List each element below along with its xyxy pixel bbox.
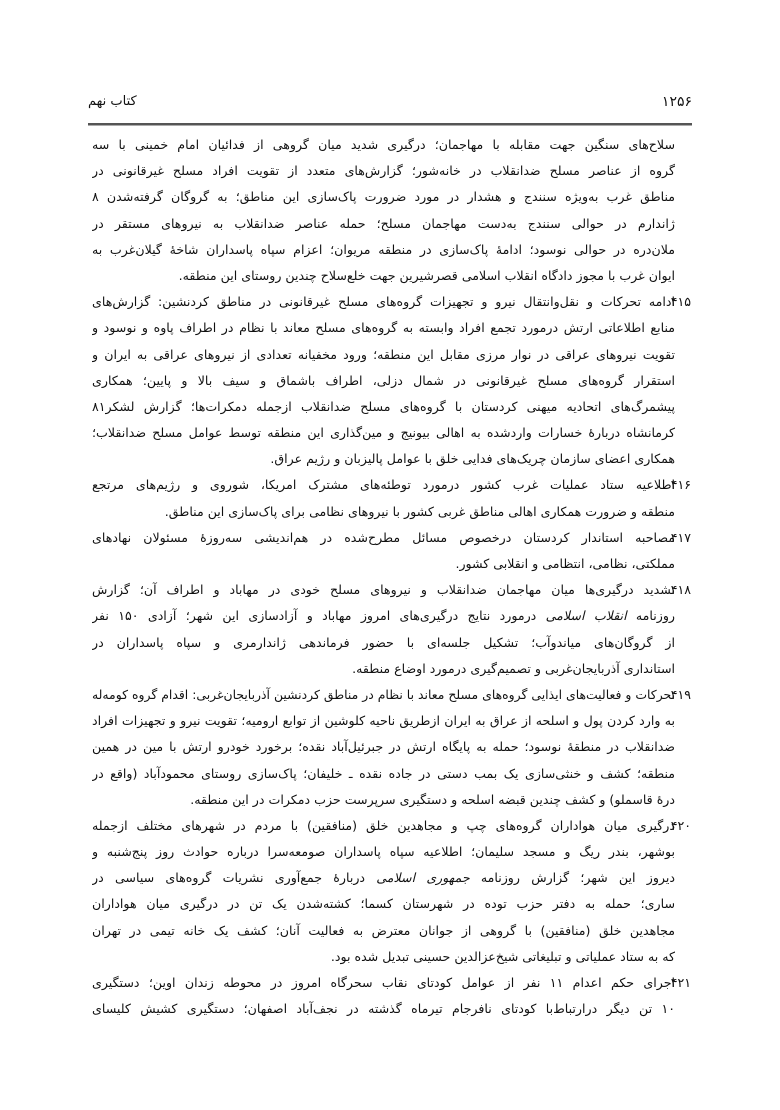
- text-line: [92, 158, 691, 184]
- text-segment: تحرکات و فعالیت‌های ایذایی گروه‌های مسلح معاند با نظام در مناطق کردنشین آذربایجان‌غربی: اقدام گروه کومه‌له: [92, 686, 675, 702]
- entry-number: ۴۱۵: [670, 294, 691, 310]
- line-text: [92, 158, 675, 184]
- line-text: [92, 944, 675, 970]
- text-line: [92, 708, 691, 734]
- text-segment: کرمانشاه دربارهٔ خسارات واردشده به اهالی بیونیج و مین‌گذاری این منطقه توسط عوامل مسلح ضدانقلاب؛: [92, 425, 675, 441]
- line-text: [92, 394, 675, 420]
- text-line: [92, 682, 691, 708]
- line-text: [92, 630, 675, 656]
- line-text: [92, 996, 675, 1022]
- text-segment: سلاح‌های سنگین جهت مقابله با مهاجمان؛ درگیری شدید میان گروهی از فدائیان امام خمینی با سه: [92, 137, 675, 152]
- text-segment: مملکتی، نظامی، انتظامی و انقلابی کشور.: [455, 556, 675, 571]
- text-segment: که به ستاد عملیاتی و تبلیغاتی شیخ‌عزالدین حسینی تبدیل شده بود.: [330, 948, 675, 964]
- header-rule: [88, 123, 692, 126]
- line-text: [92, 865, 675, 891]
- text-line: [92, 996, 691, 1022]
- text-line: [92, 761, 691, 787]
- text-line: [92, 237, 691, 263]
- text-line: [92, 656, 691, 682]
- italic-title: جمهوری اسلامی: [376, 870, 470, 886]
- running-title: کتاب نهم: [88, 94, 137, 109]
- text-line: [92, 865, 691, 891]
- text-segment: مجاهدین خلق (منافقین) با گروهی از جوانان معترض به فعالیت آنان؛ کشف یک خانه تیمی در تهران: [92, 922, 675, 938]
- entry-number: ۴۲۰: [670, 817, 691, 833]
- line-text: [92, 263, 675, 289]
- line-text: [92, 315, 675, 341]
- text-segment: از گروگان‌های مياندوآب؛ تشکیل جلسه‌ای با حضور فرماندهی ژاندارمری و سپاه پاسداران در: [92, 634, 675, 650]
- line-text: [92, 708, 675, 734]
- line-text: [92, 918, 675, 944]
- text-line: [92, 184, 691, 210]
- text-segment: منطقه؛ کشف و خنثی‌سازی یک بمب دستی در جاده نقده ـ خلیفان؛ پاک‌سازی روستای محمودآباد (واقع در: [92, 765, 675, 781]
- text-segment: استانداری آذربایجان‌غربی و تصمیم‌گیری درمورد اوضاع منطقه.: [352, 660, 675, 676]
- page-number: ۱۲۵۶: [661, 94, 692, 110]
- line-text: [92, 603, 675, 629]
- line-text: [92, 237, 675, 263]
- text-line: [92, 472, 691, 498]
- text-line: [92, 551, 691, 577]
- text-segment: همکاری اعضای سازمان چریک‌های فدایی خلق با عوامل پالیزبان و رژیم عراق.: [270, 451, 675, 467]
- line-text: [92, 787, 675, 813]
- text-line: [92, 368, 691, 394]
- line-text: [92, 891, 675, 917]
- text-line: [92, 289, 691, 315]
- text-segment: ایوان غرب با مجوز دادگاه انقلاب اسلامی قصرشیرین جهت خلع‌سلاح چندین روستای این منطقه.: [178, 267, 675, 283]
- text-segment: مصاحبه استاندار کردستان درخصوص مسائل مطرح‌شده در هم‌اندیشی سه‌روزهٔ مسئولان نهادهای: [92, 529, 675, 545]
- text-segment: اجرای حکم اعدام ۱۱ نفر از عوامل کودتای نقاب سحرگاه امروز در محوطه زندان اوین؛ دستگیری: [92, 975, 675, 990]
- text-segment: ملان‌دره در حوالی نوسود؛ ادامهٔ پاک‌سازی در منطقه مریوان؛ اعزام سپاه پاسداران شاخهٔ گیلان‌غرب به: [92, 241, 675, 257]
- text-segment: منطقه و ضرورت همکاری اهالی مناطق غربی کشور با نیروهای نظامی برای پاک‌سازی این مناطق.: [164, 503, 675, 519]
- text-segment: تقویت نیروهای عراقی در نوار مرزی مقابل این منطقه؛ ورود مخفیانه تعدادی از نیروهای عراقی به ایران و: [92, 346, 675, 362]
- entry-number: ۴۲۱: [670, 975, 691, 990]
- line-text: [92, 551, 675, 577]
- entry-number: ۴۱۸: [670, 582, 691, 598]
- text-segment: ۱۰ تن دیگر درارتباط‌با کودتای نافرجام تیرماه گذشته در نجف‌آباد اصفهان؛ دستگیری کشیش کلیسای: [92, 1001, 675, 1017]
- text-segment: ادامه تحرکات و نقل‌وانتقال نیرو و تجهیزات گروه‌های مسلح غیرقانونی در مناطق کردنشین: گزارش‌های: [92, 294, 675, 310]
- text-segment: اطلاعیه ستاد عملیات غرب کشور درمورد توطئه‌های مشترک امریکا، شوروی و رژیم‌های مرتجع: [92, 477, 675, 493]
- text-segment: ضدانقلاب در منطقهٔ نوسود؛ حمله به پایگاه ارتش در جبرئیل‌آباد نقده؛ برخورد خودرو ارتش با مین در همین: [92, 739, 675, 755]
- text-line: [92, 446, 691, 472]
- text-segment: پیشمرگ‌های اتحادیه میهنی کردستان با گروه‌های مسلح ضدانقلاب ازجمله دمکرات‌ها؛ گزارش لشکر۸۱: [92, 398, 675, 414]
- text-line: [92, 420, 691, 446]
- text-line: [92, 839, 691, 865]
- text-line: [92, 630, 691, 656]
- text-segment: درگیری میان هواداران گروه‌های چپ و مجاهدین خلق (منافقین) با مردم در شهرهای مختلف ازجمله: [92, 817, 675, 833]
- line-text: [92, 499, 675, 525]
- text-segment: مناطق غرب به‌ویژه سنندج و هشدار در مورد ضرورت پاک‌سازی این مناطق؛ به گروگان گرفته‌شدن ۸: [92, 189, 675, 205]
- italic-title: انقلاب اسلامی: [545, 608, 627, 624]
- text-segment: استقرار گروه‌های مسلح غیرقانونی در شمال دزلی، اطراف باشماق و سیف بالا و پایین؛ همکاری: [92, 372, 675, 388]
- text-line: [92, 525, 691, 551]
- line-text: [92, 813, 675, 839]
- text-segment: ژاندارم در حوالی سنندج به‌دست مهاجمان مسلح؛ حمله عناصر ضدانقلاب به نیروهای مستقر در: [92, 215, 675, 231]
- text-line: [92, 342, 691, 368]
- text-segment: دیروز این شهر؛ گزارش روزنامه: [469, 870, 675, 886]
- page-header: [88, 94, 692, 116]
- text-segment: درهٔ قاسملو) و کشف چندین قبضه اسلحه و دستگیری سرپرست حزب دمکرات در این منطقه.: [190, 791, 675, 807]
- text-segment: منابع اطلاعاتی ارتش درمورد تجمع افراد وابسته به گروه‌های مسلح معاند با نظام در اطراف پاوه و نوسود و: [92, 320, 675, 336]
- text-line: [92, 944, 691, 970]
- text-segment: تشدید درگیری‌ها میان مهاجمان ضدانقلاب و نیروهای مسلح خودی در مهاباد و اطراف آن؛ گزارش: [92, 582, 675, 598]
- text-line: [92, 263, 691, 289]
- text-line: [92, 211, 691, 237]
- text-line: [92, 734, 691, 760]
- line-text: [92, 761, 675, 787]
- line-text: [92, 132, 675, 158]
- text-line: [92, 891, 691, 917]
- line-text: [92, 289, 675, 315]
- text-line: [92, 394, 691, 420]
- line-text: [92, 420, 675, 446]
- text-line: [92, 132, 691, 158]
- text-segment: درمورد نتایج درگیری‌های امروز مهاباد و آزادسازی این شهر؛ آزادی ۱۵۰ نفر: [92, 608, 546, 624]
- line-text: [92, 472, 675, 498]
- text-line: [92, 315, 691, 341]
- text-line: [92, 577, 691, 603]
- line-text: [92, 525, 675, 551]
- line-text: [92, 970, 675, 996]
- line-text: [92, 656, 675, 682]
- entry-number: ۴۱۷: [670, 529, 691, 545]
- text-segment: روزنامه: [626, 608, 675, 624]
- text-segment: بوشهر، بندر ریگ و مسجد سلیمان؛ اطلاعیه سپاه پاسداران صومعه‌سرا درباره حوادث روز پنج‌شنبه و: [92, 844, 675, 860]
- text-segment: دربارهٔ جمع‌آوری نشریات گروه‌های سیاسی در: [92, 870, 377, 886]
- chronology-body: [92, 132, 691, 1022]
- text-line: [92, 499, 691, 525]
- text-line: [92, 970, 691, 996]
- line-text: [92, 839, 675, 865]
- line-text: [92, 211, 675, 237]
- line-text: [92, 342, 675, 368]
- line-text: [92, 446, 675, 472]
- text-line: [92, 813, 691, 839]
- line-text: [92, 682, 675, 708]
- line-text: [92, 734, 675, 760]
- line-text: [92, 577, 675, 603]
- text-line: [92, 603, 691, 629]
- text-segment: ساری؛ حمله به دفتر حزب توده در شهرستان کسما؛ کشته‌شدن یک تن در درگیری میان هواداران: [92, 896, 675, 912]
- line-text: [92, 184, 675, 210]
- entry-number: ۴۱۹: [670, 686, 691, 702]
- text-segment: به وارد کردن پول و اسلحه از عراق به ایران ازطریق ناحیه کلوشین از توابع ارومیه؛ تقویت نیرو و تجهیزات افراد: [92, 713, 675, 729]
- text-segment: گروه از عناصر مسلح ضدانقلاب در خانه‌شور؛ گزارش‌های متعدد از تقویت افراد مسلح غیرقانونی در: [92, 163, 675, 179]
- text-line: [92, 787, 691, 813]
- line-text: [92, 368, 675, 394]
- text-line: [92, 918, 691, 944]
- entry-number: ۴۱۶: [670, 477, 691, 493]
